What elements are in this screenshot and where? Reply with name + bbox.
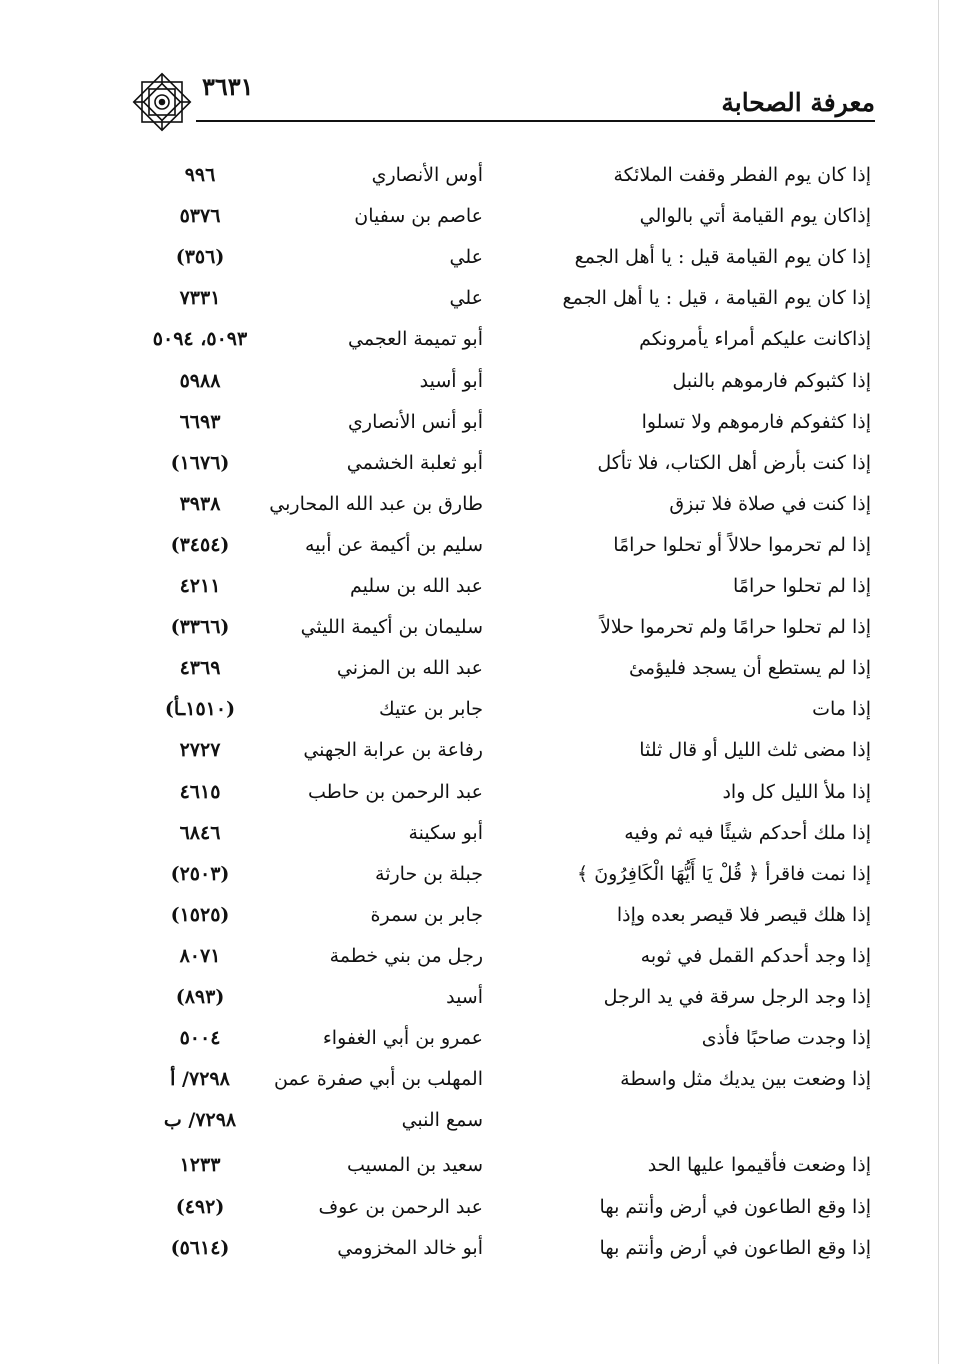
index-row [0, 895, 963, 935]
reference-number: ٣٩٣٨ [179, 492, 221, 515]
hadith-text: إذاكان يوم القيامة أتي بالوالي [639, 205, 871, 228]
narrator-name: علي [449, 246, 483, 269]
index-row [0, 525, 963, 565]
narrator-name: عبد الله بن سليم [349, 575, 483, 597]
hadith-text: إذا كنت بأرض أهل الكتاب، فلا تأكل [597, 451, 871, 474]
hadith-text: إذا لم يستطع أن يسجد فليؤمئ [629, 657, 871, 680]
narrator-name: أبو خالد المخزومي [337, 1236, 483, 1259]
reference-number: ٧٢٩٨/ أ [170, 1068, 230, 1091]
reference-number: ٦٦٩٣ [179, 410, 221, 433]
reference-number: ٥٣٧٦ [179, 205, 221, 228]
index-row [0, 1187, 963, 1227]
page-number: ٣٦٣١ [202, 72, 254, 101]
index-row [0, 648, 963, 688]
narrator-name: عبد الله بن المزني [336, 657, 483, 680]
index-row [0, 1059, 963, 1099]
reference-number: (٤٩٢) [175, 1195, 225, 1218]
hadith-text: إذا لم تحلوا حرامًا ولم تحرموا حلالاً [600, 616, 871, 639]
narrator-name: رجل من بني خطمة [329, 944, 483, 967]
reference-number: ٧٢٩٨/ ب [163, 1109, 237, 1132]
hadith-text: إذا وجد الرجل سرقة في يد الرجل [603, 986, 871, 1008]
reference-number: (٣٥٦) [175, 246, 225, 269]
reference-number: (١٦٧٦) [170, 451, 230, 474]
narrator-name: علي [449, 287, 483, 310]
reference-number: ٤٢١١ [179, 575, 221, 597]
narrator-name: أبو تميمة العجمي [348, 328, 483, 351]
reference-number: ٩٩٦ [184, 164, 216, 186]
index-row [0, 1018, 963, 1058]
index-row [0, 607, 963, 647]
index-row [0, 319, 963, 359]
index-row [0, 854, 963, 894]
narrator-name: سعيد بن المسيب [346, 1154, 483, 1177]
hadith-text: إذاكانت عليكم أمراء يأمرونكم [639, 328, 871, 351]
index-row [0, 484, 963, 524]
star-ornament-icon [130, 70, 194, 134]
reference-number: ٥٠٠٤ [179, 1027, 221, 1050]
narrator-name: جابر بن سمرة [370, 903, 483, 926]
reference-number: ٥٩٨٨ [179, 369, 221, 392]
narrator-name: عمرو بن أبي الغفواء [322, 1027, 483, 1050]
hadith-text: إذا لم تحرموا حلالاً أو تحلوا حرامًا [613, 533, 871, 556]
index-row [0, 730, 963, 770]
hadith-text: إذا وجد أحدكم القمل في ثوبه [640, 944, 871, 967]
reference-number: ٨٠٧١ [179, 944, 221, 967]
hadith-text: إذا كثبوكم فارموهم بالنبل [672, 369, 871, 392]
hadith-text: إذا كان يوم الفطر وقفت الملائكة [613, 164, 871, 186]
hadith-text: إذا مات [812, 698, 871, 721]
index-row [0, 443, 963, 483]
page-header [130, 70, 875, 125]
index-row [0, 278, 963, 318]
index-row [0, 361, 963, 401]
narrator-name: أبو سكينة [408, 821, 483, 844]
narrator-name: أوس الأنصاري [371, 164, 483, 186]
reference-number: (١٥٢٥) [170, 903, 230, 926]
hadith-text: إذا وجدت صاحبًا فأذى [701, 1027, 871, 1050]
index-row [0, 196, 963, 236]
hadith-text: إذا كثفوكم فارموهم ولا تسلوا [641, 410, 871, 433]
reference-number: ٧٣٣١ [179, 287, 221, 310]
narrator-name: المهلب بن أبي صفرة عمن [273, 1068, 483, 1091]
narrator-name: جابر بن عتيك [379, 698, 483, 721]
hadith-text: إذا نمت فاقرأ ﴿ قُلْ يَا أَيُّهَا الْكَافِرُونَ ﴾ [577, 862, 871, 885]
hadith-text: إذا مضى ثلث الليل أو قال ثلثا [639, 739, 871, 762]
reference-number: (٨٩٣) [175, 986, 225, 1008]
hadith-text: إذا وقع الطاعون في أرض وأنتم بها [599, 1236, 871, 1259]
reference-number: (٣٤٥٤) [170, 533, 230, 556]
hadith-text: إذا وقع الطاعون في أرض وأنتم بها [599, 1195, 871, 1218]
index-row [0, 1228, 963, 1268]
hadith-text: إذا وضعت فأقيموا عليها الحد [647, 1154, 871, 1177]
reference-number: (٣٣٦٦) [170, 616, 230, 639]
index-row [0, 813, 963, 853]
narrator-name: أسيد [446, 986, 483, 1008]
index-row [0, 237, 963, 277]
narrator-name: أبو ثعلبة الخشمي [346, 451, 483, 474]
narrator-name: أبو أنس الأنصاري [348, 410, 483, 433]
hadith-text: إذا كنت في صلاة فلا تبزق [669, 492, 871, 515]
narrator-name: طارق بن عبد الله المحاربي [269, 492, 483, 515]
index-row [0, 1100, 963, 1140]
narrator-name: سليم بن أكيمة عن أبيه [304, 533, 483, 556]
hadith-text: إذا لم تحلوا حرامًا [733, 575, 871, 597]
header-rule [196, 120, 875, 122]
reference-number: (٢٥٠٣) [170, 862, 230, 885]
reference-number: ٥٠٩٣، ٥٠٩٤ [152, 328, 248, 351]
index-row [0, 566, 963, 606]
reference-number: ٢٧٢٧ [179, 739, 221, 762]
hadith-text: إذا وضعت بين يديك مثل واسطة [620, 1068, 871, 1091]
narrator-name: رفاعة بن عرابة الجهني [303, 739, 483, 762]
reference-number: (١٥١٠ـأ) [164, 698, 236, 721]
reference-number: (٥٦١٤) [170, 1236, 230, 1259]
reference-number: ٦٨٤٦ [179, 821, 221, 844]
hadith-text: إذا ملأ الليل كل واد [722, 780, 871, 803]
running-title: معرفة الصحابة [721, 88, 875, 117]
narrator-name: جبلة بن حارثة [375, 862, 483, 885]
index-row [0, 689, 963, 729]
narrator-name: عبد الرحمن بن حاطب [308, 780, 483, 803]
narrator-name: عاصم بن سفيان [354, 205, 483, 228]
narrator-name: أبو أسيد [419, 369, 483, 392]
index-row [0, 155, 963, 195]
reference-number: ٤٦١٥ [179, 780, 221, 803]
index-row [0, 772, 963, 812]
index-row [0, 977, 963, 1017]
hadith-text: إذا كان يوم القيامة ، قيل : يا أهل الجمع [562, 287, 871, 310]
reference-number: ٤٣٦٩ [179, 657, 221, 680]
narrator-name: سمع النبي [401, 1109, 483, 1132]
hadith-text: إذا ملك أحدكم شيئًا فيه ثم وفيه [624, 821, 871, 844]
reference-number: ١٢٣٣ [179, 1154, 221, 1177]
hadith-text: إذا كان يوم القيامة قيل : يا أهل الجمع [574, 246, 871, 269]
index-row [0, 402, 963, 442]
narrator-name: عبد الرحمن بن عوف [318, 1195, 483, 1218]
narrator-name: سليمان بن أكيمة الليثي [300, 616, 483, 639]
index-row [0, 936, 963, 976]
index-row [0, 1145, 963, 1185]
hadith-text: إذا هلك قيصر فلا قيصر بعده وإذا [616, 903, 871, 926]
